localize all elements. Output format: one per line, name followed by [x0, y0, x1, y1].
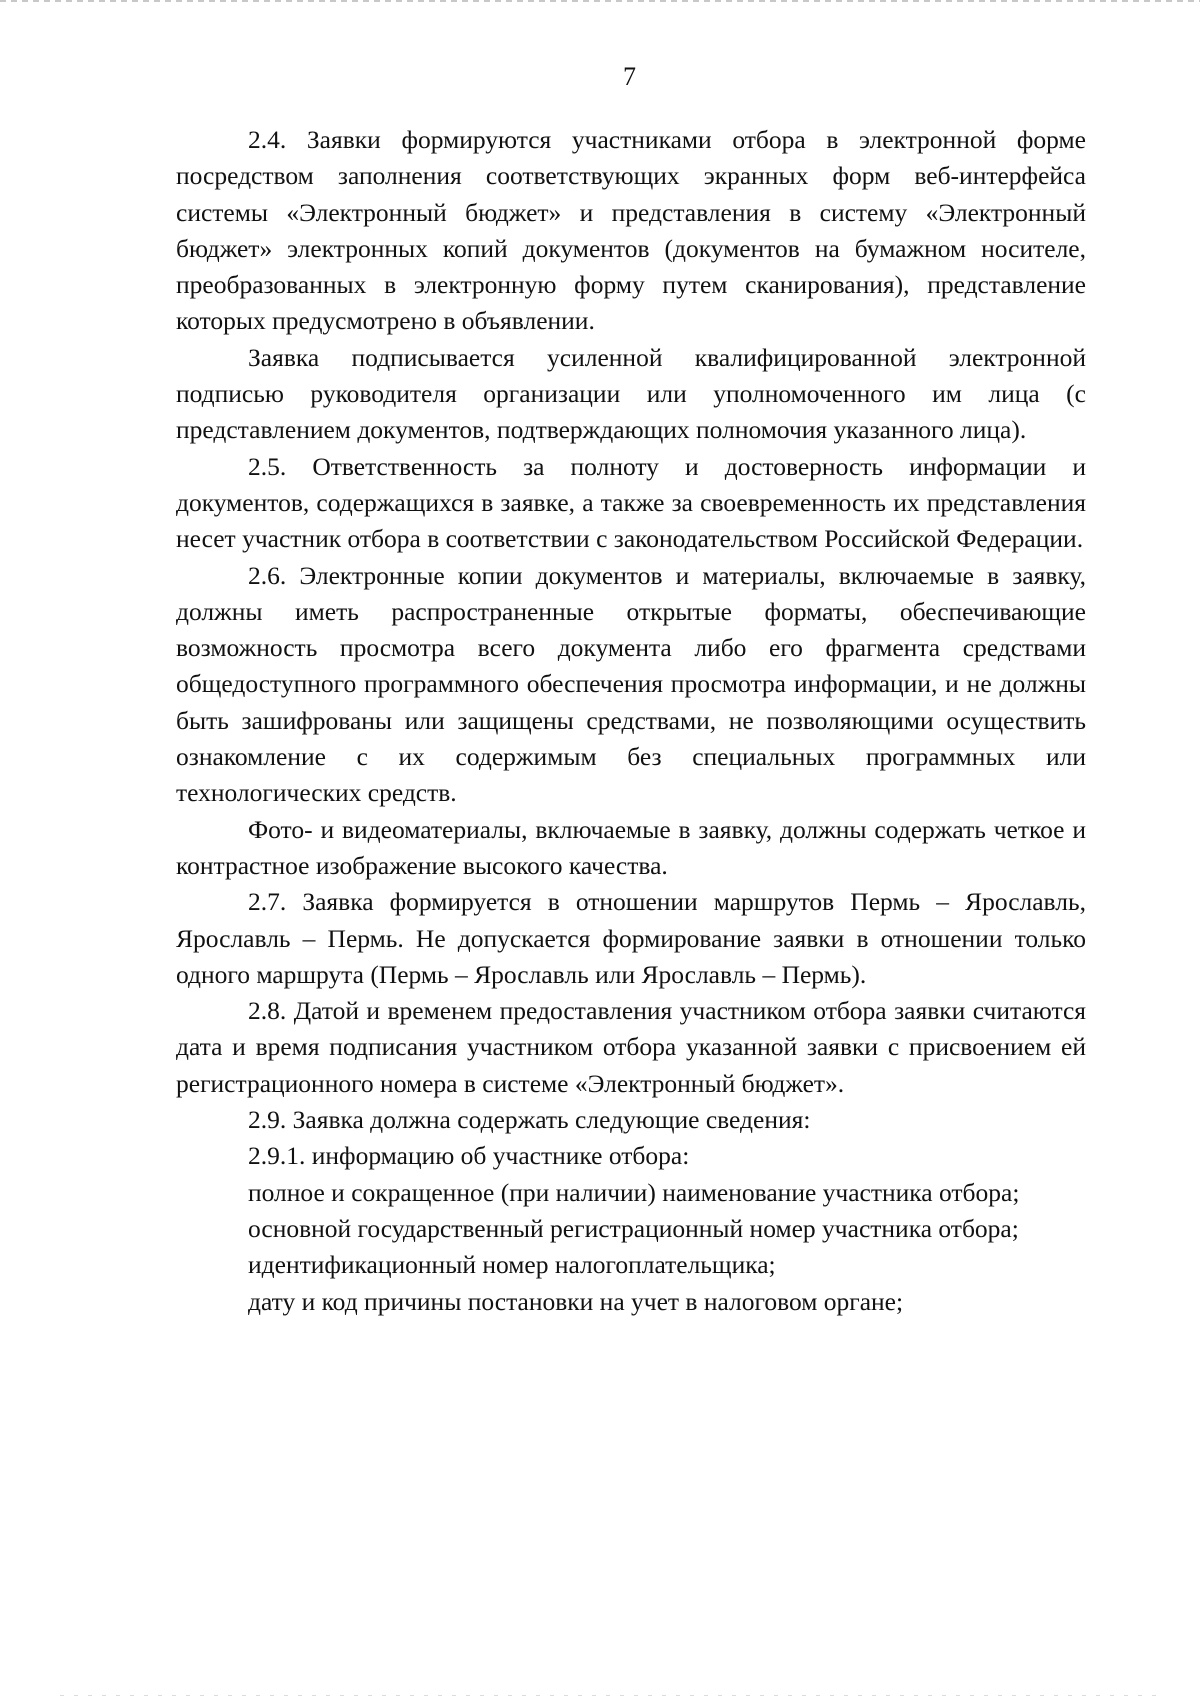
paragraph-2-8: 2.8. Датой и временем предоставления участником отбора заявки считаются дата и время подписания участником отбора указанной заявки с присвоением ей регистрационного номера в системе «Электронный бюджет». — [176, 996, 1086, 1098]
list-item-kpp: дату и код причины постановки на учет в налоговом органе; — [248, 1286, 904, 1316]
list-item-name: полное и сокращенное (при наличии) наименование участника отбора; — [248, 1177, 1020, 1207]
paragraph-signature: Заявка подписывается усиленной квалифицированной электронной подписью руководителя организации или уполномоченного им лица (с представлением документов, подтверждающих полномочия указанного лица). — [176, 342, 1086, 445]
scan-edge-bottom — [60, 1695, 1160, 1696]
list-item-ogrn: основной государственный регистрационный номер участника отбора; — [248, 1213, 1019, 1243]
paragraph-2-6: 2.6. Электронные копии документов и материалы, включаемые в заявку, должны иметь распространенные открытые форматы, обеспечивающие возможность просмотра всего документа либо его фрагмента средствами общедоступного программного обеспечения просмотра информации, и не должны быть зашифрованы или защищены средствами, не позволяющими осуществить ознакомление с их содержимым без специальных программных или технологических средств. — [176, 560, 1086, 808]
scan-edge-top — [0, 0, 1200, 2]
paragraph-2-7: 2.7. Заявка формируется в отношении маршрутов Пермь – Ярославль, Ярославль – Пермь. Не допускается формирование заявки в отношении только одного маршрута (Пермь – Ярославль или Ярославль – Пермь). — [176, 887, 1086, 989]
paragraph-photo-video: Фото- и видеоматериалы, включаемые в заявку, должны содержать четкое и контрастное изображение высокого качества. — [176, 814, 1086, 880]
paragraph-2-9: 2.9. Заявка должна содержать следующие сведения: — [248, 1105, 811, 1135]
paragraph-2-9-1: 2.9.1. информацию об участнике отбора: — [248, 1141, 690, 1171]
document-body — [176, 122, 1086, 1320]
paragraph-2-5: 2.5. Ответственность за полноту и достоверность информации и документов, содержащихся в заявке, а также за своевременность их представления несет участник отбора в соответствии с законодательством Российской Федерации. — [176, 451, 1086, 554]
list-item-inn: идентификационный номер налогоплательщика; — [248, 1250, 776, 1280]
paragraph-2-4: 2.4. Заявки формируются участниками отбора в электронной форме посредством заполнения соответствующих экранных форм веб-интерфейса системы «Электронный бюджет» и представления в систему «Электронный бюджет» электронных копий документов (документов на бумажном носителе, преобразованных в электронную форму путем сканирования), представление которых предусмотрено в объявлении. — [176, 125, 1086, 336]
page-number: 7 — [623, 62, 636, 91]
